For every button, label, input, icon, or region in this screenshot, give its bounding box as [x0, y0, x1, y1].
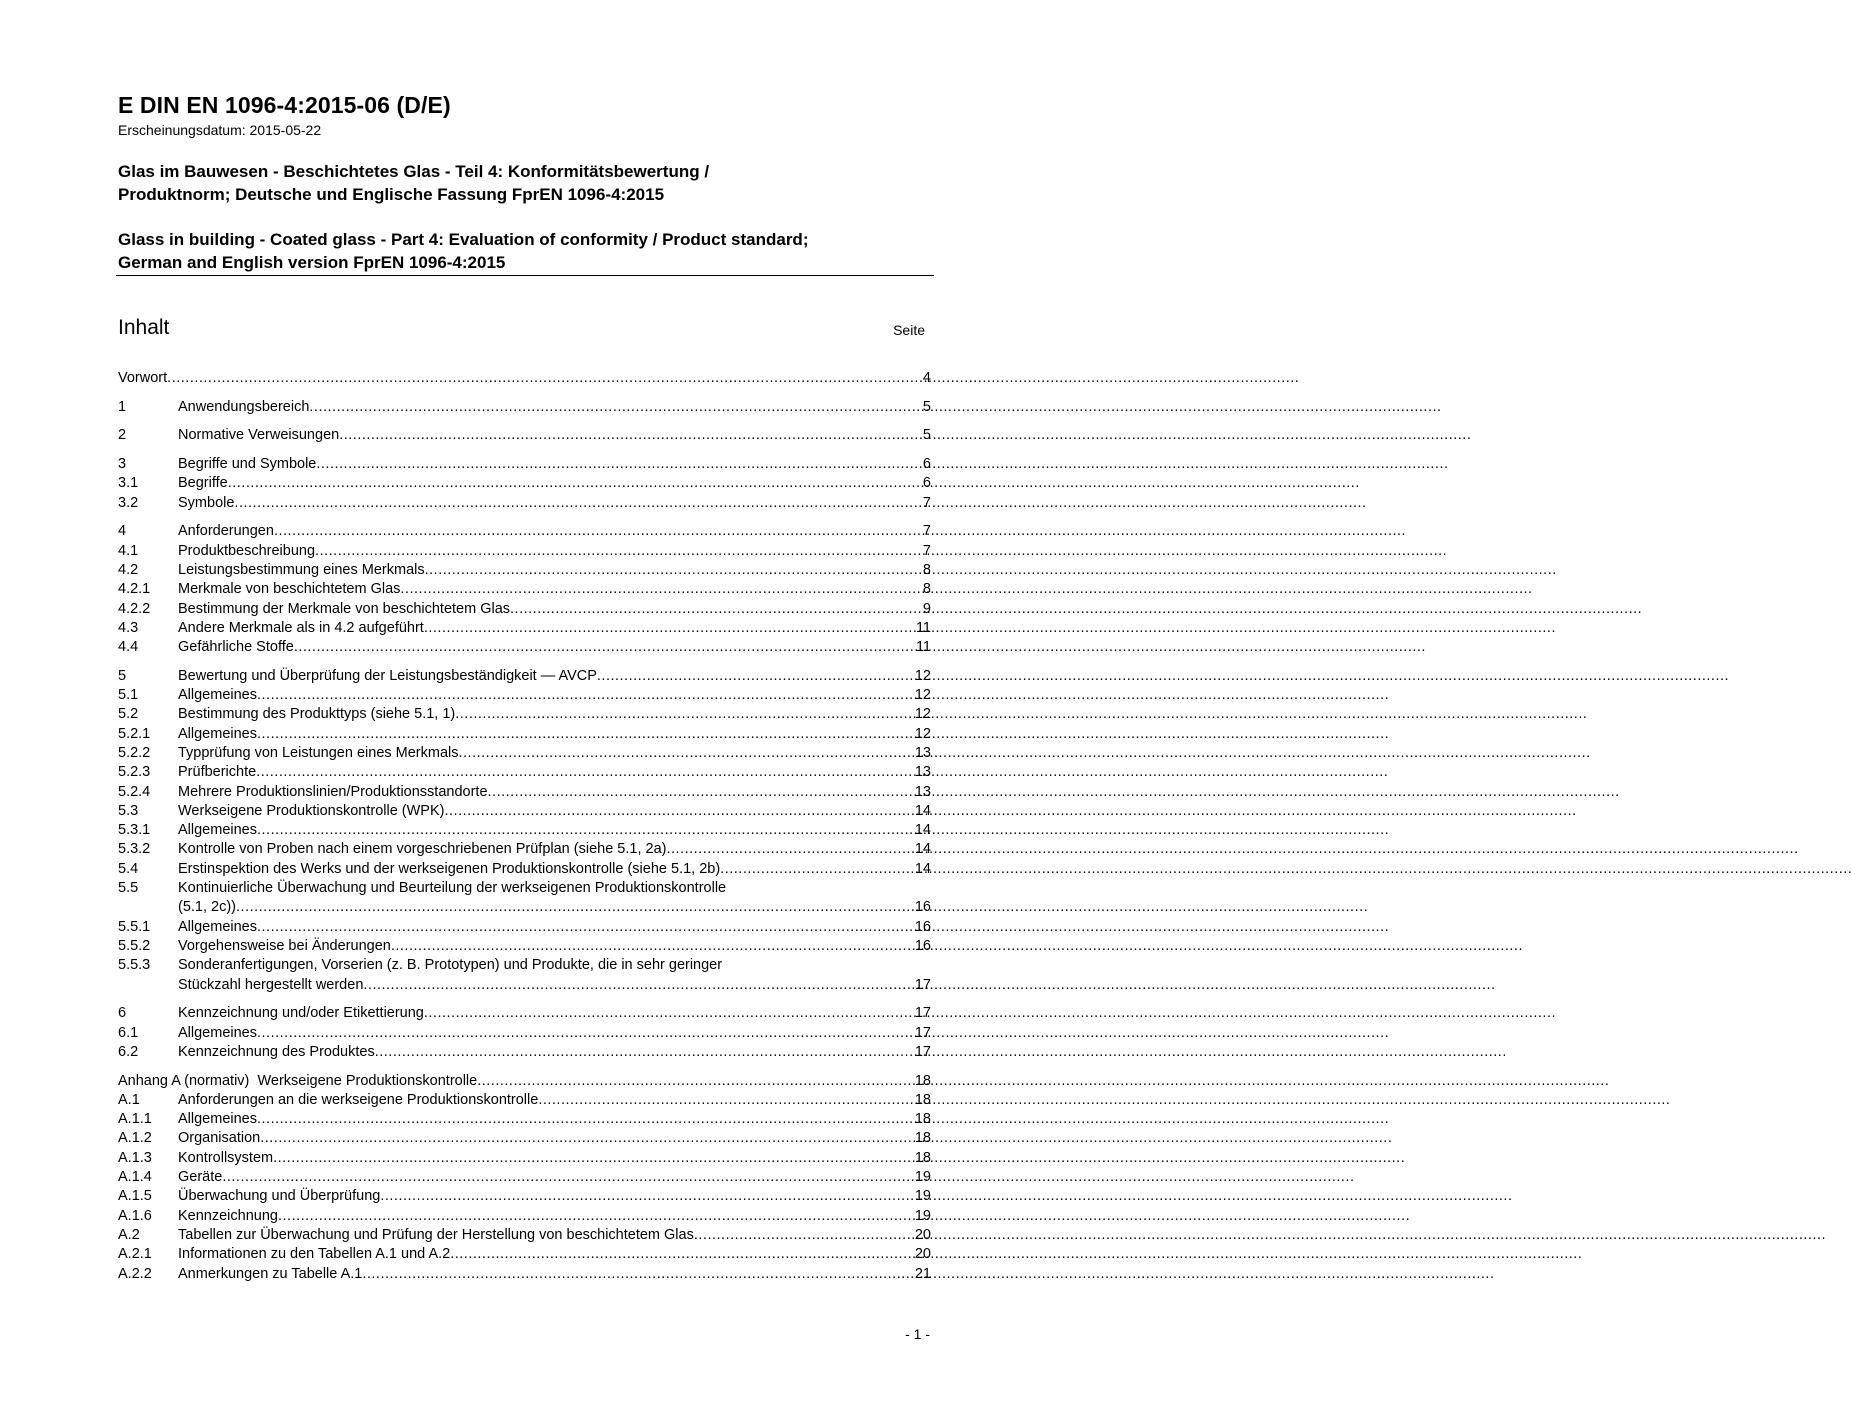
toc-entry-number: A.1.4 [118, 1169, 152, 1186]
toc-leader-dots [666, 840, 914, 859]
toc-entry-title: Anforderungen [178, 523, 274, 540]
toc-entry-page: 11 [915, 639, 931, 656]
toc-entry-title: Sonderanfertigungen, Vorserien (z. B. Prototypen) und Produkte, die in sehr geringer [178, 957, 723, 974]
toc-leader-dots [257, 918, 915, 937]
toc-leader-dots [597, 667, 915, 686]
annex-title: Werkseigene Produktionskontrolle [253, 1072, 478, 1089]
toc-entry-page: 13 [914, 783, 931, 800]
toc-entry-number: 4.2 [118, 561, 139, 578]
toc-entry-title: Symbole [178, 494, 235, 511]
toc-entry-title: Bestimmung der Merkmale von beschichtetem Glas [178, 600, 511, 617]
toc-entry-title: Organisation [178, 1130, 261, 1147]
toc-entry-continuation[interactable] [118, 898, 931, 917]
toc-entry[interactable] [118, 1207, 931, 1226]
toc-entry[interactable] [118, 821, 931, 840]
toc-entry-title: Mehrere Produktionslinien/Produktionsstandorte [178, 783, 488, 800]
toc-entry-title: Gefährliche Stoffe [178, 639, 294, 656]
toc-leader-dots [720, 860, 915, 879]
toc-entry-number: 4 [118, 523, 127, 540]
toc-leader-dots [257, 1110, 915, 1129]
toc-entry-title: Kennzeichnung [178, 1207, 278, 1224]
toc-entry-page: 4 [922, 370, 931, 386]
toc-leader-dots [477, 1072, 915, 1091]
toc-entry-page: 18 [914, 1111, 931, 1128]
toc-leader-dots [257, 686, 915, 705]
toc-leader-dots [538, 1091, 915, 1110]
toc-entry[interactable] [118, 1168, 931, 1187]
toc-entry[interactable] [118, 860, 931, 879]
toc-entry-title: Begriffe [178, 475, 228, 492]
toc-entry[interactable] [118, 1129, 931, 1148]
toc-entry-title: Andere Merkmale als in 4.2 aufgeführt [178, 619, 424, 636]
toc-entry-number: A.1.1 [118, 1111, 152, 1128]
toc-entry[interactable] [118, 1110, 931, 1129]
title-english [118, 228, 933, 274]
toc-entry-number: 3.1 [118, 475, 139, 492]
toc-entry-page: 7 [922, 542, 931, 559]
toc-entry-page: 16 [914, 899, 931, 916]
toc-entry-page: 6 [922, 475, 931, 492]
toc-leader-dots [339, 426, 923, 445]
toc-entry-title: Allgemeines [178, 1024, 257, 1041]
toc-entry-title: Prüfberichte [178, 764, 257, 781]
toc-entry-page: 20 [914, 1246, 931, 1263]
toc-entry-page: 8 [922, 561, 931, 578]
annex-label: Anhang A [118, 1072, 181, 1089]
toc-leader-dots [234, 494, 923, 513]
toc-entry-page: 5 [922, 398, 931, 415]
toc-entry[interactable] [118, 744, 931, 763]
toc-entry[interactable] [118, 937, 931, 956]
toc-entry-page: 19 [914, 1188, 931, 1205]
toc-entry[interactable] [118, 638, 931, 657]
toc-entry-number: A.1.2 [118, 1130, 152, 1147]
toc-entry-title: Informationen zu den Tabellen A.1 und A.2 [178, 1246, 451, 1263]
toc-entry-title: Anmerkungen zu Tabelle A.1 [178, 1265, 363, 1282]
toc-entry-page: 20 [914, 1226, 931, 1243]
toc-entry-number: 5.5.3 [118, 957, 151, 974]
toc-entry-title: Vorgehensweise bei Änderungen [178, 937, 391, 954]
toc-entry-title: Kontinuierliche Überwachung und Beurteilung der werkseigenen Produktionskontrolle [178, 880, 727, 897]
toc-entry-number: A.1.3 [118, 1149, 152, 1166]
toc-entry-continuation[interactable] [118, 976, 931, 995]
toc-leader-dots [424, 619, 916, 638]
toc-entry-number: 4.1 [118, 542, 139, 559]
toc-entry-title: Typprüfung von Leistungen eines Merkmals [178, 745, 459, 761]
toc-leader-dots [694, 1226, 915, 1245]
toc-entry-page: 8 [922, 581, 931, 598]
toc-entry[interactable] [118, 705, 931, 724]
toc-entry-title: Kennzeichnung des Produktes [178, 1043, 375, 1060]
toc-entry-page: 19 [914, 1169, 931, 1186]
annex-normative-tag: (normativ) [180, 1072, 254, 1089]
table-of-contents [118, 369, 931, 1284]
toc-leader-dots [391, 937, 915, 956]
toc-entry-page: 14 [914, 841, 931, 858]
toc-entry[interactable] [118, 918, 931, 937]
toc-entry[interactable] [118, 1024, 931, 1043]
toc-leader-dots [236, 898, 915, 917]
toc-entry-page: 7 [922, 523, 931, 540]
toc-entry[interactable] [118, 1091, 931, 1110]
toc-leader-dots [256, 763, 915, 782]
toc-entry-number: 1 [118, 398, 127, 415]
toc-entry[interactable] [118, 474, 931, 493]
toc-entry-page: 18 [914, 1130, 931, 1147]
toc-entry[interactable] [118, 600, 931, 619]
page-column-label: Seite [893, 322, 925, 338]
toc-entry-number: 5.5.2 [118, 937, 151, 954]
toc-entry-page: 12 [914, 667, 931, 684]
toc-entry-title: Begriffe und Symbole [178, 456, 317, 473]
toc-entry-number: 6.1 [118, 1024, 139, 1041]
title-german [118, 160, 933, 206]
toc-entry-page: 12 [914, 706, 931, 723]
toc-entry-title: Geräte [178, 1169, 223, 1186]
toc-leader-dots [459, 744, 915, 763]
toc-entry-number: 5.3.1 [118, 822, 151, 839]
toc-entry-number: 4.2.2 [118, 600, 151, 617]
toc-leader-dots [228, 474, 923, 493]
toc-leader-dots [425, 561, 923, 580]
toc-entry-page: 14 [914, 802, 931, 819]
toc-entry-title: Allgemeines [178, 822, 257, 839]
toc-entry-page: 16 [914, 937, 931, 954]
toc-entry-number: 3 [118, 456, 127, 473]
toc-leader-dots [257, 1024, 915, 1043]
toc-entry[interactable] [118, 455, 931, 474]
publication-date: Erscheinungsdatum: 2015-05-22 [118, 122, 322, 138]
toc-leader-dots [316, 455, 923, 474]
toc-entry[interactable] [118, 1187, 931, 1206]
toc-entry-number: A.2.1 [118, 1246, 152, 1263]
toc-entry[interactable] [118, 667, 931, 686]
toc-entry-number: 5.3.2 [118, 841, 151, 858]
toc-leader-dots [488, 783, 915, 802]
toc-entry-title [118, 1072, 477, 1091]
toc-entry-title: Allgemeines [178, 918, 257, 935]
toc-entry-number: 5.2.1 [118, 725, 151, 742]
toc-entry-title: Kennzeichnung und/oder Etikettierung [178, 1005, 424, 1022]
toc-entry-page: 14 [914, 822, 931, 839]
toc-entry-title: Erstinspektion des Werks und der werkseigenen Produktionskontrolle (siehe 5.1, 2b) [178, 860, 721, 877]
toc-leader-dots [257, 821, 915, 840]
standard-code: E DIN EN 1096-4:2015-06 (D/E) [118, 92, 451, 118]
toc-leader-dots [455, 705, 915, 724]
toc-entry-page: 21 [914, 1265, 931, 1282]
toc-entry-page: 18 [914, 1091, 931, 1108]
toc-entry-number: 4.3 [118, 619, 139, 636]
toc-entry-title: Bewertung und Überprüfung der Leistungsbeständigkeit — AVCP [178, 667, 597, 684]
toc-entry-number: 5.4 [118, 860, 139, 877]
title-english-line-1: Glass in building - Coated glass - Part 4: Evaluation of conformity / Product standard; [118, 230, 809, 249]
toc-entry-number: 5.5.1 [118, 918, 151, 935]
toc-entry-number: 6.2 [118, 1043, 139, 1060]
toc-entry-title: Produktbeschreibung [178, 542, 316, 559]
toc-entry-page: 12 [914, 725, 931, 742]
toc-entry-number: 2 [118, 427, 127, 444]
toc-entry[interactable] [118, 426, 931, 445]
toc-leader-dots [167, 369, 923, 388]
toc-entry-annex[interactable] [118, 1072, 931, 1091]
toc-entry-page: 5 [922, 427, 931, 444]
toc-entry-page: 17 [914, 1024, 931, 1041]
toc-entry-title: Allgemeines [178, 1111, 257, 1128]
toc-entry-number: A.2 [118, 1226, 140, 1243]
toc-entry[interactable] [118, 1043, 931, 1062]
title-german-line-1: Glas im Bauwesen - Beschichtetes Glas - Teil 4: Konformitätsbewertung / [118, 162, 710, 181]
toc-entry-title: Normative Verweisungen [178, 427, 340, 444]
toc-entry-page: 17 [914, 1005, 931, 1022]
toc-entry-title: Leistungsbestimmung eines Merkmals [178, 561, 425, 578]
toc-entry-page: 13 [914, 764, 931, 781]
toc-leader-dots [380, 1187, 915, 1206]
toc-entry-page: 12 [914, 687, 931, 704]
toc-entry-number: 5.2 [118, 706, 139, 723]
toc-entry-number: 3.2 [118, 494, 139, 511]
toc-entry-page: 17 [914, 1043, 931, 1060]
toc-entry-number: 5 [118, 667, 127, 684]
toc-entry[interactable] [118, 879, 931, 898]
toc-leader-dots [510, 600, 923, 619]
toc-entry[interactable] [118, 398, 931, 417]
toc-entry[interactable] [118, 1226, 931, 1245]
toc-entry-number: 5.3 [118, 802, 139, 819]
toc-entry-page: 6 [922, 456, 931, 473]
toc-entry-number: A.1.5 [118, 1188, 152, 1205]
toc-leader-dots [309, 398, 923, 417]
toc-entry[interactable] [118, 1004, 931, 1023]
toc-entry-title: Anforderungen an die werkseigene Produktionskontrolle [178, 1091, 539, 1108]
toc-leader-dots [424, 1004, 915, 1023]
toc-leader-dots [273, 1149, 915, 1168]
toc-entry-number: 5.2.2 [118, 745, 151, 761]
toc-entry-page: 18 [914, 1149, 931, 1166]
toc-entry[interactable] [118, 802, 931, 821]
toc-leader-dots [362, 1265, 915, 1284]
toc-entry-title: Allgemeines [178, 725, 257, 742]
toc-entry-page: 7 [922, 494, 931, 511]
toc-entry-title: Stückzahl hergestellt werden [178, 976, 364, 993]
toc-entry-number: 4.2.1 [118, 581, 151, 598]
toc-leader-dots [257, 725, 915, 744]
toc-entry-number: 5.2.4 [118, 783, 151, 800]
toc-entry[interactable] [118, 686, 931, 705]
toc-entry-page: 18 [914, 1072, 931, 1089]
toc-entry[interactable] [118, 619, 931, 638]
toc-entry-page: 16 [914, 918, 931, 935]
toc-leader-dots [450, 1245, 915, 1264]
toc-entry[interactable] [118, 1149, 931, 1168]
toc-leader-dots [294, 638, 916, 657]
header-divider [116, 275, 934, 276]
toc-entry[interactable] [118, 725, 931, 744]
toc-entry-title: Anwendungsbereich [178, 398, 310, 415]
toc-entry[interactable] [118, 763, 931, 782]
toc-entry[interactable] [118, 783, 931, 802]
toc-entry[interactable] [118, 580, 931, 599]
toc-entry[interactable] [118, 956, 931, 975]
toc-heading: Inhalt [118, 316, 170, 339]
toc-entry[interactable] [118, 542, 931, 561]
toc-entry-number: 5.2.3 [118, 764, 151, 781]
toc-entry-page: 17 [914, 976, 931, 993]
toc-entry-title: Werkseigene Produktionskontrolle (WPK) [178, 802, 445, 819]
toc-entry-number: A.1.6 [118, 1207, 152, 1224]
toc-entry-number: 5.5 [118, 880, 139, 897]
toc-entry-number: A.1 [118, 1091, 140, 1108]
toc-entry-number: A.2.2 [118, 1265, 152, 1282]
toc-leader-dots [274, 522, 923, 541]
toc-leader-dots [400, 580, 923, 599]
toc-entry[interactable] [118, 840, 931, 859]
toc-entry-title: Bestimmung des Produkttyps (siehe 5.1, 1) [178, 706, 456, 723]
title-german-line-2: Produktnorm; Deutsche und Englische Fassung FprEN 1096-4:2015 [118, 185, 665, 204]
toc-leader-dots [315, 542, 923, 561]
toc-entry-number: 5.1 [118, 687, 139, 704]
toc-leader-dots [363, 976, 914, 995]
toc-entry-title: Tabellen zur Überwachung und Prüfung der Herstellung von beschichtetem Glas [178, 1226, 694, 1243]
toc-leader-dots [444, 802, 914, 821]
toc-entry-title: Vorwort [118, 370, 168, 386]
toc-entry-number: 6 [118, 1005, 127, 1022]
toc-entry-page: 19 [914, 1207, 931, 1224]
toc-entry[interactable] [118, 369, 931, 388]
toc-leader-dots [278, 1207, 915, 1226]
toc-entry[interactable] [118, 561, 931, 580]
toc-entry-page: 9 [922, 600, 931, 617]
toc-entry-title: (5.1, 2c)) [178, 899, 237, 916]
toc-leader-dots [260, 1129, 915, 1148]
toc-entry[interactable] [118, 1265, 931, 1284]
page-number: - 1 - [905, 1326, 930, 1342]
toc-entry-title: Allgemeines [178, 687, 257, 704]
toc-leader-dots [222, 1168, 915, 1187]
toc-entry-title: Überwachung und Überprüfung [178, 1188, 381, 1205]
toc-entry-title: Merkmale von beschichtetem Glas [178, 581, 401, 598]
toc-entry[interactable] [118, 522, 931, 541]
title-english-line-2: German and English version FprEN 1096-4:2015 [118, 253, 506, 272]
toc-entry[interactable] [118, 1245, 931, 1264]
toc-entry-page: 14 [914, 860, 931, 877]
toc-entry-title: Kontrollsystem [178, 1149, 274, 1166]
toc-entry-page: 11 [915, 619, 931, 636]
toc-leader-dots [375, 1043, 915, 1062]
toc-entry-title: Kontrolle von Proben nach einem vorgeschriebenen Prüfplan (siehe 5.1, 2a) [178, 841, 667, 858]
toc-entry-page: 13 [914, 745, 931, 761]
toc-entry[interactable] [118, 494, 931, 513]
toc-entry-number: 4.4 [118, 639, 139, 656]
